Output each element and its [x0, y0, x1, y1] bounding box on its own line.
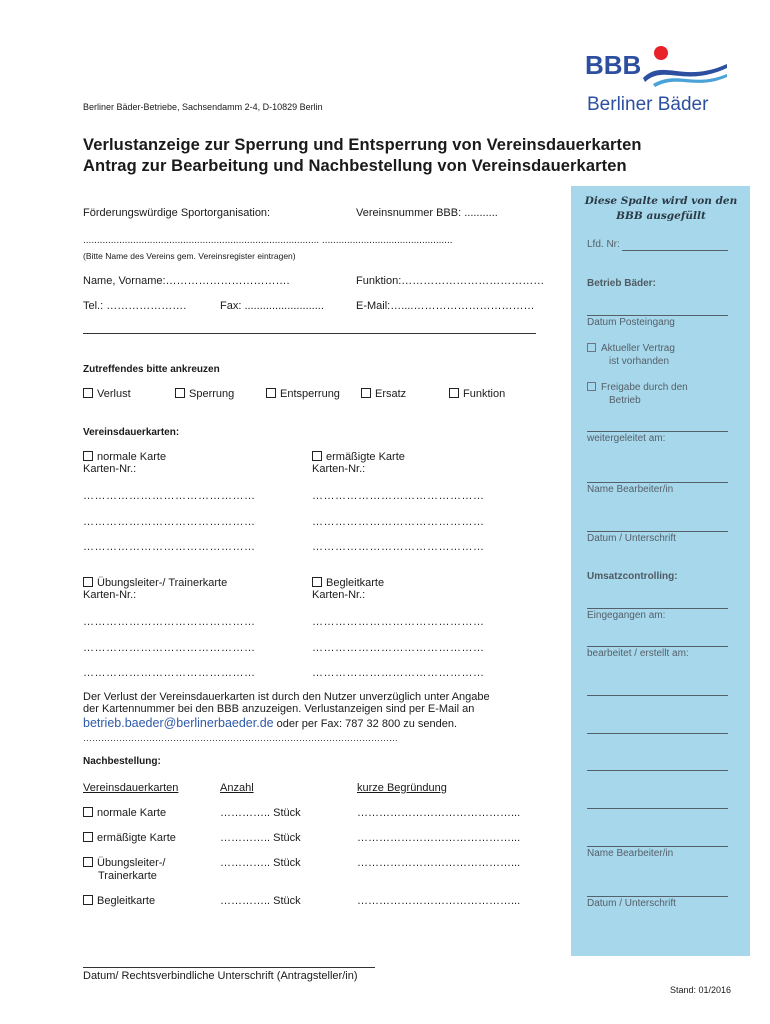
uebungsleiter-option[interactable]: Übungsleiter-/ Trainerkarte: [83, 577, 227, 589]
notice-dots: ……………………………………………………………………………………………: [83, 733, 398, 743]
karten-nr-field[interactable]: ………………………………………: [83, 642, 256, 654]
org-name-field[interactable]: ..................................................................................... ...............................................: [83, 235, 453, 246]
karten-nr-label-3: Karten-Nr.:: [83, 589, 137, 601]
stand-date: Stand: 01/2016: [670, 985, 732, 995]
sidebar-blank-line-3[interactable]: [587, 770, 728, 771]
option-sperrung[interactable]: Sperrung: [175, 388, 234, 400]
nach-uebungsleiter-option[interactable]: Übungsleiter-/: [83, 857, 165, 869]
normale-karte-option[interactable]: normale Karte: [83, 451, 166, 463]
col-vereinsdauerkarten: Vereinsdauerkarten: [83, 782, 179, 794]
nach-begleitkarte-anzahl[interactable]: ………….. Stück: [220, 895, 301, 907]
vertrag-checkbox-row[interactable]: Aktueller Vertrag: [587, 343, 675, 354]
nach-begleitkarte-checkbox[interactable]: [83, 895, 93, 905]
lfd-nr-field[interactable]: [622, 250, 728, 251]
unterschrift-label-2: Datum / Unterschrift: [587, 898, 676, 909]
karten-nr-field[interactable]: ………………………………………: [312, 667, 485, 679]
umsatz-label: Umsatzcontrolling:: [587, 571, 678, 582]
tel-field[interactable]: Tel.: ………………….: [83, 300, 187, 312]
address: Berliner Bäder-Betriebe, Sachsendamm 2-4, D-10829 Berlin: [83, 102, 323, 112]
karten-nr-label-2: Karten-Nr.:: [312, 463, 366, 475]
nach-normale-anzahl[interactable]: ………….. Stück: [220, 807, 301, 819]
funktion-checkbox[interactable]: [449, 388, 459, 398]
ermaessigte-karte-checkbox[interactable]: [312, 451, 322, 461]
bearbeiter-field-2[interactable]: [587, 846, 728, 847]
uebungsleiter-checkbox[interactable]: [83, 577, 93, 587]
eingegangen-field[interactable]: [587, 608, 728, 609]
entsperrung-checkbox[interactable]: [266, 388, 276, 398]
freigabe-checkbox-row[interactable]: Freigabe durch den: [587, 382, 688, 393]
option-verlust[interactable]: Verlust: [83, 388, 131, 400]
karten-nr-field[interactable]: ………………………………………: [83, 490, 256, 502]
notice-line1: Der Verlust der Vereinsdauerkarten ist durch den Nutzer unverzüglich unter Angabe: [83, 691, 490, 703]
section-divider: [83, 333, 536, 334]
weitergeleitet-field[interactable]: [587, 431, 728, 432]
karten-nr-field[interactable]: ………………………………………: [83, 516, 256, 528]
nach-uebungsleiter-anzahl[interactable]: ………….. Stück: [220, 857, 301, 869]
freigabe-label-2: Betrieb: [609, 395, 641, 406]
verlust-checkbox[interactable]: [83, 388, 93, 398]
option-funktion[interactable]: Funktion: [449, 388, 505, 400]
sidebar-heading: Diese Spalte wird von den BBB ausgefüllt: [584, 195, 738, 222]
unterschrift-field-2[interactable]: [587, 896, 728, 897]
bearbeiter-label-2: Name Bearbeiter/in: [587, 848, 674, 859]
page-title-line1: Verlustanzeige zur Sperrung und Entsperrung von Vereinsdauerkarten: [83, 136, 642, 154]
nach-begleitkarte-option[interactable]: Begleitkarte: [83, 895, 155, 907]
page-title-line2: Antrag zur Bearbeitung und Nachbestellung von Vereinsdauerkarten: [83, 157, 627, 175]
logo-name: Berliner Bäder: [587, 94, 709, 115]
karten-nr-field[interactable]: ………………………………………: [312, 490, 485, 502]
posteingang-field[interactable]: [587, 315, 728, 316]
berliner-baeder-logo: [583, 44, 728, 116]
ermaessigte-karte-option[interactable]: ermäßigte Karte: [312, 451, 405, 463]
karten-nr-field[interactable]: ………………………………………: [83, 667, 256, 679]
karten-nr-field[interactable]: ………………………………………: [312, 541, 485, 553]
eingegangen-label: Eingegangen am:: [587, 610, 666, 621]
option-ersatz[interactable]: Ersatz: [361, 388, 406, 400]
nach-ermaessigte-option[interactable]: ermäßigte Karte: [83, 832, 176, 844]
unterschrift-field[interactable]: [587, 531, 728, 532]
nach-begleitkarte-begruendung[interactable]: ……………………………………...: [357, 895, 521, 907]
bearbeiter-field[interactable]: [587, 482, 728, 483]
freigabe-checkbox[interactable]: [587, 382, 596, 391]
notice-line2: der Kartennummer bei den BBB anzuzeigen. Verlustanzeigen sind per E-Mail an: [83, 703, 475, 715]
nachbestellung-heading: Nachbestellung:: [83, 756, 161, 767]
nach-uebungsleiter-checkbox[interactable]: [83, 857, 93, 867]
email-link[interactable]: betrieb.baeder@berlinerbaeder.de: [83, 716, 274, 730]
funktion-field[interactable]: Funktion:…………………………………: [356, 275, 545, 287]
ersatz-checkbox[interactable]: [361, 388, 371, 398]
nach-ermaessigte-anzahl[interactable]: ………….. Stück: [220, 832, 301, 844]
bearbeiter-label: Name Bearbeiter/in: [587, 484, 674, 495]
lfd-nr-label: Lfd. Nr:: [587, 239, 620, 250]
logo-brand: BBB: [585, 50, 642, 80]
karten-nr-field[interactable]: ………………………………………: [83, 616, 256, 628]
option-entsperrung[interactable]: Entsperrung: [266, 388, 340, 400]
karten-nr-label-4: Karten-Nr.:: [312, 589, 366, 601]
weitergeleitet-label: weitergeleitet am:: [587, 433, 666, 444]
nach-normale-option[interactable]: normale Karte: [83, 807, 166, 819]
email-field[interactable]: E-Mail:…....……………………………: [356, 300, 535, 312]
bearbeitet-field[interactable]: [587, 646, 728, 647]
ankreuzen-heading: Zutreffendes bitte ankreuzen: [83, 364, 220, 375]
vereinsnummer-field[interactable]: Vereinsnummer BBB: ...........: [356, 207, 498, 219]
karten-nr-label-1: Karten-Nr.:: [83, 463, 137, 475]
signature-label: Datum/ Rechtsverbindliche Unterschrift (Antragsteller/in): [83, 970, 358, 982]
posteingang-label: Datum Posteingang: [587, 317, 675, 328]
nach-normale-begruendung[interactable]: ……………………………………...: [357, 807, 521, 819]
begleitkarte-checkbox[interactable]: [312, 577, 322, 587]
karten-heading: Vereinsdauerkarten:: [83, 427, 180, 438]
org-label: Förderungswürdige Sportorganisation:: [83, 207, 271, 219]
nach-ermaessigte-begruendung[interactable]: ……………………………………...: [357, 832, 521, 844]
org-hint: (Bitte Name des Vereins gem. Vereinsregister eintragen): [83, 251, 296, 261]
fax-field[interactable]: Fax: ..........................: [220, 300, 324, 312]
logo-graphic-icon: [583, 44, 728, 116]
nach-ermaessigte-checkbox[interactable]: [83, 832, 93, 842]
notice-line3: betrieb.baeder@berlinerbaeder.de oder per Fax: 787 32 800 zu senden.: [83, 716, 458, 730]
karten-nr-field[interactable]: ………………………………………: [312, 616, 485, 628]
sidebar-blank-line-1[interactable]: [587, 695, 728, 696]
col-begruendung: kurze Begründung: [357, 782, 447, 794]
karten-nr-field[interactable]: ………………………………………: [312, 516, 485, 528]
nach-uebungsleiter-label2: Trainerkarte: [98, 870, 157, 882]
karten-nr-field[interactable]: ………………………………………: [312, 642, 485, 654]
betrieb-label: Betrieb Bäder:: [587, 278, 656, 289]
sidebar-blank-line-2[interactable]: [587, 733, 728, 734]
name-field[interactable]: Name, Vorname:…………………………….: [83, 275, 290, 287]
sidebar-blank-line-4[interactable]: [587, 808, 728, 809]
vertrag-label-2: ist vorhanden: [609, 356, 670, 367]
begleitkarte-option[interactable]: Begleitkarte: [312, 577, 384, 589]
bearbeitet-label: bearbeitet / erstellt am:: [587, 648, 689, 659]
nach-uebungsleiter-begruendung[interactable]: ……………………………………...: [357, 857, 521, 869]
normale-karte-checkbox[interactable]: [83, 451, 93, 461]
signature-line[interactable]: [83, 967, 375, 968]
nach-normale-checkbox[interactable]: [83, 807, 93, 817]
sperrung-checkbox[interactable]: [175, 388, 185, 398]
unterschrift-label: Datum / Unterschrift: [587, 533, 676, 544]
vertrag-checkbox[interactable]: [587, 343, 596, 352]
col-anzahl: Anzahl: [220, 782, 254, 794]
karten-nr-field[interactable]: ………………………………………: [83, 541, 256, 553]
